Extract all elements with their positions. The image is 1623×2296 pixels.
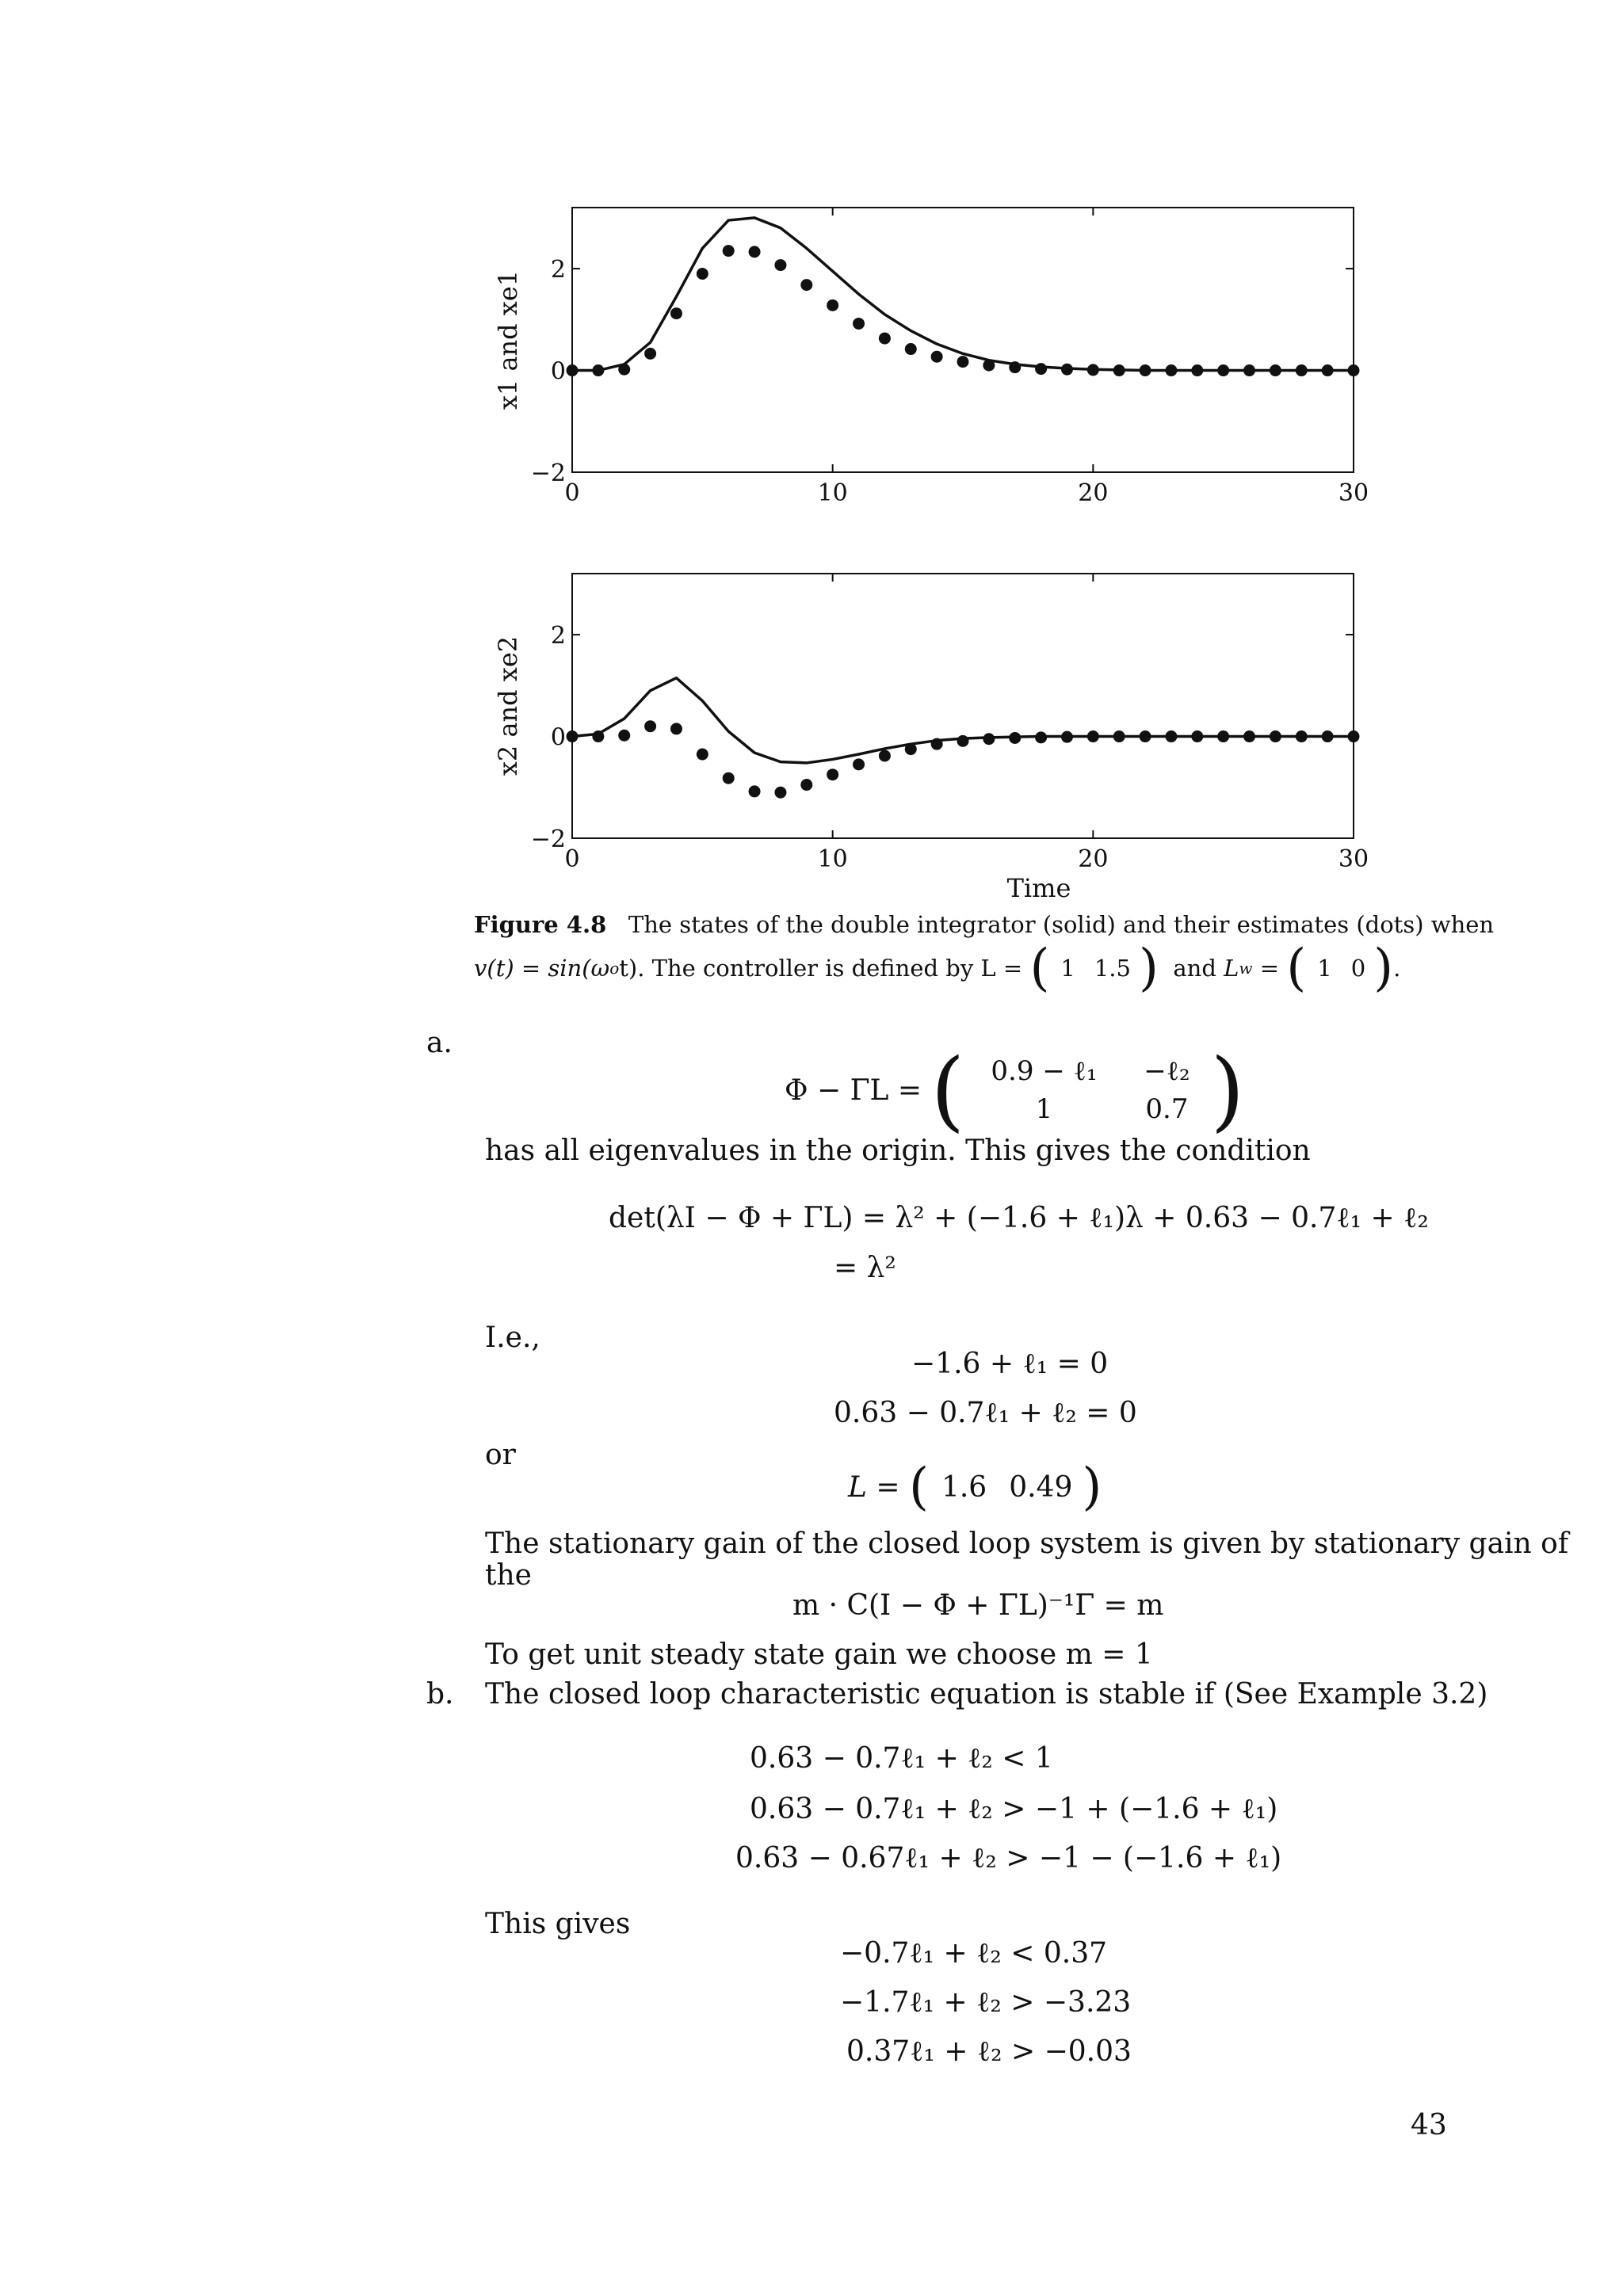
figure-caption: [474, 911, 1494, 938]
series-point-dot: [1140, 364, 1151, 376]
series-point-dot: [1243, 364, 1255, 376]
gain-equation: m · C(I − Φ + ΓL)⁻¹Γ = m: [792, 1589, 1164, 1622]
series-line-solid: [572, 678, 1354, 763]
plot-x2: [493, 574, 1369, 903]
series-point-dot: [592, 364, 604, 376]
series-point-dot: [749, 785, 761, 797]
inequality-3: 0.63 − 0.67ℓ₁ + ℓ₂ > −1 − (−1.6 + ℓ₁): [735, 1842, 1282, 1875]
series-point-dot: [1191, 730, 1203, 742]
series-point-dot: [592, 730, 604, 742]
part-b-marker: b.: [426, 1678, 454, 1711]
series-point-dot: [905, 343, 917, 355]
series-point-dot: [618, 364, 630, 376]
ie-label: I.e.,: [485, 1322, 540, 1354]
series-point-dot: [853, 758, 865, 770]
series-point-dot: [931, 738, 943, 750]
series-point-dot: [697, 268, 708, 280]
series-point-dot: [800, 279, 812, 291]
series-point-dot: [1061, 364, 1073, 376]
phi-equation: Φ − ΓL = ( 0.9 − ℓ₁ −ℓ₂ 1 0.7 ): [785, 1039, 1245, 1141]
series-point-dot: [800, 779, 812, 791]
series-point-dot: [1165, 364, 1177, 376]
series-point-dot: [697, 749, 708, 761]
series-point-dot: [670, 307, 682, 319]
series-point-dot: [879, 749, 891, 761]
series-point-dot: [618, 730, 630, 742]
series-point-dot: [1322, 364, 1334, 376]
series-point-dot: [567, 730, 579, 742]
series-point-dot: [983, 733, 995, 745]
figure-plots: [0, 0, 1623, 919]
series-line-solid: [572, 218, 1354, 371]
y-axis-label: x1 and xe1: [493, 269, 523, 410]
series-point-dot: [1009, 361, 1021, 373]
or-label: or: [485, 1439, 516, 1471]
series-point-dot: [1035, 363, 1047, 375]
x-tick-label: 30: [1338, 479, 1369, 507]
x-axis-label: Time: [1006, 873, 1071, 903]
series-point-dot: [1087, 730, 1099, 742]
series-point-dot: [1087, 364, 1099, 376]
result-3: 0.37ℓ₁ + ℓ₂ > −0.03: [846, 2035, 1132, 2068]
series-point-dot: [749, 246, 761, 257]
series-point-dot: [1243, 730, 1255, 742]
series-point-dot: [774, 787, 786, 799]
part-b-line: The closed loop characteristic equation is stable if (See Example 3.2): [485, 1678, 1488, 1711]
series-point-dot: [670, 723, 682, 734]
inequality-2: 0.63 − 0.7ℓ₁ + ℓ₂ > −1 + (−1.6 + ℓ₁): [750, 1793, 1278, 1825]
series-point-dot: [1061, 731, 1073, 743]
condition-2: 0.63 − 0.7ℓ₁ + ℓ₂ = 0: [834, 1397, 1137, 1429]
y-tick-label: 2: [550, 622, 566, 650]
L-result: L = ( 1.6 0.49 ): [848, 1458, 1102, 1516]
series-point-dot: [905, 743, 917, 755]
x-tick-label: 0: [564, 845, 580, 873]
result-1: −0.7ℓ₁ + ℓ₂ < 0.37: [840, 1937, 1108, 1970]
series-point-dot: [957, 735, 969, 747]
page-number: 43: [1411, 2109, 1447, 2142]
series-point-dot: [853, 318, 865, 330]
y-tick-label: −2: [530, 460, 566, 487]
y-axis-label: x2 and xe2: [493, 635, 523, 776]
condition-1: −1.6 + ℓ₁ = 0: [911, 1348, 1109, 1380]
series-point-dot: [1296, 730, 1308, 742]
series-point-dot: [644, 720, 656, 732]
gain-line-1: The stationary gain of the closed loop system is given by stationary gain of: [485, 1527, 1569, 1560]
y-tick-label: 2: [550, 256, 566, 284]
figure-label: Figure 4.8: [474, 911, 607, 938]
x-tick-label: 30: [1338, 845, 1369, 873]
series-point-dot: [1296, 364, 1308, 376]
series-point-dot: [1270, 730, 1281, 742]
series-point-dot: [1217, 364, 1229, 376]
series-point-dot: [879, 333, 891, 345]
series-point-dot: [1348, 364, 1360, 376]
series-point-dot: [1035, 731, 1047, 743]
x-tick-label: 10: [817, 845, 848, 873]
unit-gain-line: To get unit steady state gain we choose m = 1: [485, 1638, 1153, 1671]
y-tick-label: 0: [550, 723, 566, 752]
gain-line-2: the: [485, 1559, 532, 1592]
part-a-marker: a.: [426, 1027, 453, 1059]
series-point-dot: [774, 259, 786, 271]
series-point-dot: [1270, 364, 1281, 376]
plot-frame: [572, 574, 1354, 838]
series-point-dot: [644, 348, 656, 360]
series-point-dot: [983, 360, 995, 372]
plot-frame: [572, 208, 1354, 472]
series-point-dot: [1165, 730, 1177, 742]
this-gives-label: This gives: [485, 1908, 631, 1940]
x-tick-label: 10: [817, 479, 848, 507]
x-tick-label: 0: [564, 479, 580, 507]
det-line-2: = λ²: [834, 1252, 896, 1284]
y-tick-label: −2: [530, 826, 566, 853]
series-point-dot: [1009, 732, 1021, 744]
result-2: −1.7ℓ₁ + ℓ₂ > −3.23: [840, 1986, 1132, 2019]
series-point-dot: [827, 299, 838, 311]
inequality-1: 0.63 − 0.7ℓ₁ + ℓ₂ < 1: [750, 1742, 1053, 1775]
series-point-dot: [1322, 730, 1334, 742]
series-point-dot: [1217, 730, 1229, 742]
series-point-dot: [567, 364, 579, 376]
series-point-dot: [1191, 364, 1203, 376]
series-point-dot: [1113, 730, 1125, 742]
plot-x1: [493, 208, 1369, 507]
series-point-dot: [723, 772, 735, 784]
series-point-dot: [723, 245, 735, 257]
series-point-dot: [827, 769, 838, 780]
x-tick-label: 20: [1078, 845, 1109, 873]
series-point-dot: [957, 356, 969, 368]
eigenvalue-line: has all eigenvalues in the origin. This gives the condition: [485, 1135, 1311, 1167]
caption-text: The states of the double integrator (solid) and their estimates (dots) when: [628, 911, 1495, 938]
det-line-1: det(λI − Φ + ΓL) = λ² + (−1.6 + ℓ₁)λ + 0.63 − 0.7ℓ₁ + ℓ₂: [609, 1202, 1429, 1234]
x-tick-label: 20: [1078, 479, 1109, 507]
series-point-dot: [1113, 364, 1125, 376]
series-point-dot: [1140, 730, 1151, 742]
figure-caption-line2: v(t) = sin(ω o t). The controller is defined by L = ( 1 1.5 ) and L w = ( 1 0 ) .: [474, 939, 1401, 997]
y-tick-label: 0: [550, 357, 566, 386]
series-point-dot: [1348, 730, 1360, 742]
series-point-dot: [931, 351, 943, 363]
